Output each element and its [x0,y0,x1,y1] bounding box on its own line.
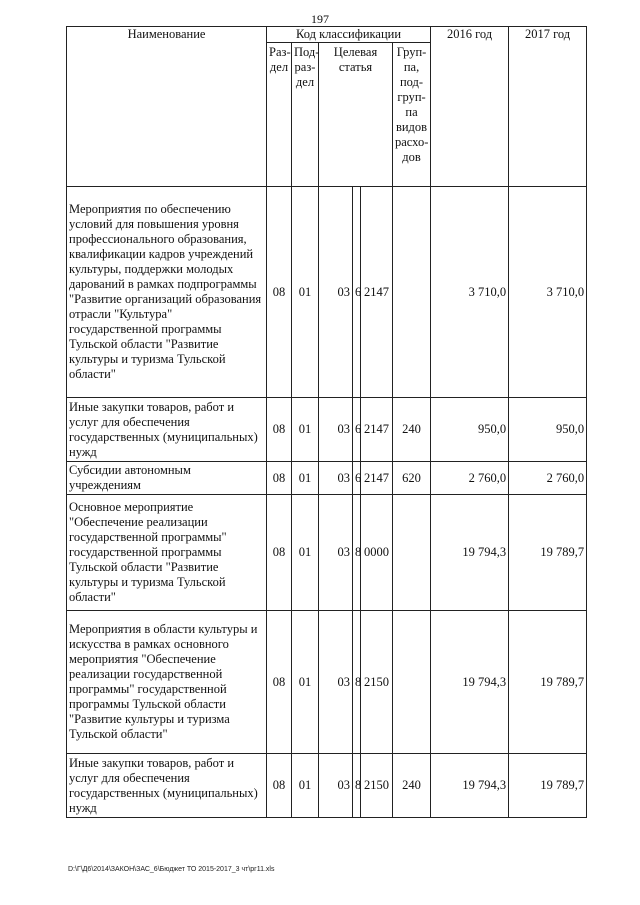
row-vr [393,187,431,398]
header-code: Код классификации [267,27,431,43]
row-cs-subprogram: 8 [353,754,361,818]
row-vr [393,611,431,754]
row-cs-subprogram: 6 [353,462,361,495]
row-cs-subprogram: 6 [353,187,361,398]
row-2016: 2 760,0 [431,462,509,495]
row-razdel: 08 [267,187,292,398]
row-2017: 19 789,7 [509,495,587,611]
row-podrazdel: 01 [292,754,319,818]
row-cs-program: 03 [319,462,353,495]
row-cs-subprogram: 6 [353,398,361,462]
row-podrazdel: 01 [292,495,319,611]
page-number: 197 [311,12,329,26]
row-2016: 3 710,0 [431,187,509,398]
header-row-top [67,27,587,43]
budget-table [66,26,587,818]
row-name: Иные закупки товаров, работ и услуг для обеспечения государственных (муниципальных) нужд [67,398,267,462]
table-row [67,495,587,611]
row-podrazdel: 01 [292,187,319,398]
row-razdel: 08 [267,611,292,754]
row-name: Основное мероприятие "Обеспечение реализации государственной программы" государственной программы Тульской области "Развитие культуры и туризма Тульской области" [67,495,267,611]
row-vr: 240 [393,754,431,818]
header-podrazdel: Под-раз-дел [292,43,319,187]
row-podrazdel: 01 [292,611,319,754]
row-cs-direction: 2150 [361,754,393,818]
row-name: Мероприятия по обеспечению условий для повышения уровня профессионального образования, квалификации кадров учреждений культуры, поддержки молодых дарований в рамках подпрограммы "Развитие организаций образования отрасли "Культура" государственной программы Тульской области "Развитие культуры и туризма Тульской области" [67,187,267,398]
table-row [67,462,587,495]
table-row [67,754,587,818]
row-razdel: 08 [267,398,292,462]
row-2016: 19 794,3 [431,495,509,611]
row-cs-subprogram: 8 [353,611,361,754]
header-2017: 2017 год [509,27,587,187]
row-2016: 19 794,3 [431,754,509,818]
row-name: Субсидии автономным учреждениям [67,462,267,495]
row-2017: 950,0 [509,398,587,462]
header-gruppa: Груп-па, под-груп-па видов расхо-дов [393,43,431,187]
row-cs-program: 03 [319,754,353,818]
header-2016: 2016 год [431,27,509,187]
row-cs-direction: 2147 [361,398,393,462]
file-path-footer: D:\Г\Д6\2014\ЗАКОН\ЗАС_6\Бюджет ТО 2015-2017_3 чт\рг11.xls [68,866,275,873]
row-2017: 19 789,7 [509,611,587,754]
header-razdel: Раз-дел [267,43,292,187]
row-name: Иные закупки товаров, работ и услуг для обеспечения государственных (муниципальных) нужд [67,754,267,818]
row-name: Мероприятия в области культуры и искусства в рамках основного мероприятия "Обеспечение реализации государственной программы" государственной программы Тульской области "Развитие культуры и туризма Тульской области" [67,611,267,754]
header-celevaya: Целевая статья [319,43,393,187]
row-razdel: 08 [267,495,292,611]
row-cs-program: 03 [319,187,353,398]
row-cs-direction: 0000 [361,495,393,611]
row-vr: 620 [393,462,431,495]
row-2017: 3 710,0 [509,187,587,398]
row-cs-program: 03 [319,495,353,611]
table-row [67,187,587,398]
row-cs-program: 03 [319,398,353,462]
header-name: Наименование [67,27,267,187]
table-row [67,398,587,462]
row-cs-subprogram: 8 [353,495,361,611]
row-2017: 19 789,7 [509,754,587,818]
table-row [67,611,587,754]
table-body [67,187,587,818]
row-cs-direction: 2147 [361,462,393,495]
row-razdel: 08 [267,462,292,495]
row-cs-direction: 2150 [361,611,393,754]
row-cs-program: 03 [319,611,353,754]
row-podrazdel: 01 [292,462,319,495]
row-podrazdel: 01 [292,398,319,462]
row-razdel: 08 [267,754,292,818]
row-vr [393,495,431,611]
row-2017: 2 760,0 [509,462,587,495]
row-vr: 240 [393,398,431,462]
row-2016: 950,0 [431,398,509,462]
row-2016: 19 794,3 [431,611,509,754]
row-cs-direction: 2147 [361,187,393,398]
